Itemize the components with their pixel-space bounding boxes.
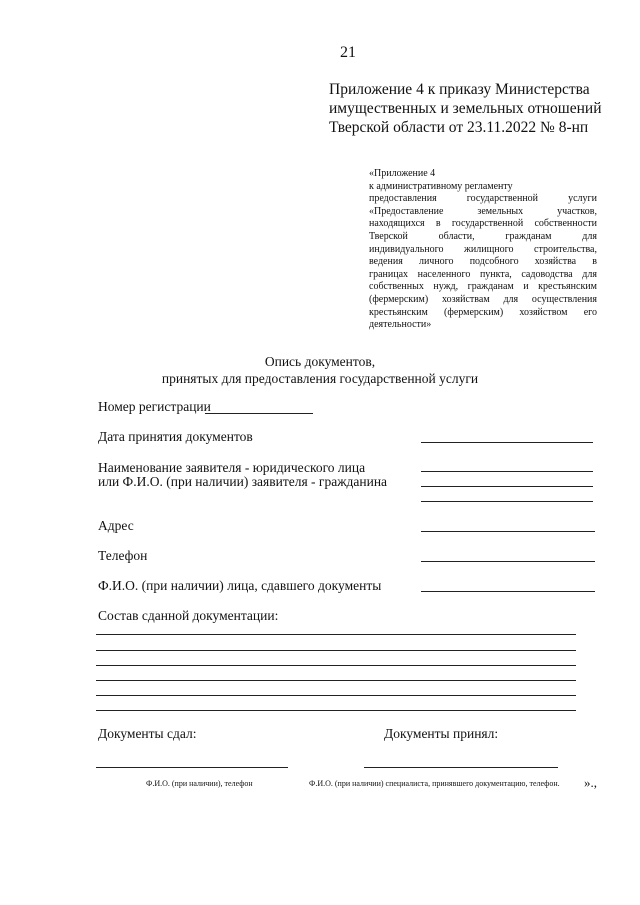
phone-label: Телефон [98, 548, 148, 563]
address-label: Адрес [98, 518, 134, 533]
acceptance-date-field[interactable] [421, 442, 593, 443]
reg-line: к административному регламенту [369, 180, 513, 192]
regulation-reference [369, 168, 597, 332]
documents-composition-label: Состав сданной документации: [98, 608, 279, 623]
documents-composition-line[interactable] [96, 695, 576, 696]
header-line: Приложение 4 к приказу Министерства [329, 81, 590, 98]
submitter-signature-caption: Ф.И.О. (при наличии), телефон [146, 779, 253, 788]
documents-submitted-label: Документы сдал: [98, 726, 197, 741]
reg-line: «Предоставление земельных участков, [369, 205, 597, 217]
page-number: 21 [340, 44, 356, 61]
registration-number-label: Номер регистрации [98, 399, 211, 414]
documents-composition-line[interactable] [96, 665, 576, 666]
specialist-signature-caption: Ф.И.О. (при наличии) специалиста, принявшего документацию, телефон. [309, 779, 560, 788]
reg-line: находящихся в государственной собственности [369, 218, 597, 230]
document-subtitle: принятых для предоставления государственной услуги [161, 371, 479, 386]
closing-quote-mark: »., [584, 775, 597, 790]
reg-line: индивидуального жилищного строительства, [369, 243, 597, 255]
order-appendix-header [329, 80, 619, 137]
reg-line: Тверской области, гражданам для [369, 230, 597, 242]
documents-composition-line[interactable] [96, 710, 576, 711]
address-field[interactable] [421, 531, 595, 532]
reg-line: предоставления государственной услуги [369, 193, 597, 205]
documents-composition-line[interactable] [96, 680, 576, 681]
phone-field[interactable] [421, 561, 595, 562]
reg-line: границах населенного пункта, садоводства для [369, 268, 597, 280]
applicant-name-label-continued: или Ф.И.О. (при наличии) заявителя - гражданина [98, 474, 388, 489]
header-line: Тверской области от 23.11.2022 № 8-нп [329, 119, 589, 136]
acceptance-date-label: Дата принятия документов [98, 429, 253, 444]
reg-line: крестьянским (фермерским) хозяйством его [369, 306, 597, 318]
submitter-signature-line[interactable] [96, 767, 288, 768]
reg-line: «Приложение 4 [369, 168, 436, 179]
reg-line: собственных нужд, гражданам и крестьянским [369, 281, 597, 293]
submitter-name-label: Ф.И.О. (при наличии) лица, сдавшего документы [98, 578, 382, 593]
document-title: Опись документов, [264, 354, 376, 369]
reg-line: ведения личного подсобного хозяйства в [369, 256, 597, 268]
specialist-signature-line[interactable] [364, 767, 558, 768]
documents-composition-line[interactable] [96, 634, 576, 635]
applicant-name-label: Наименование заявителя - юридического лица [98, 460, 366, 475]
applicant-name-field[interactable] [421, 471, 593, 472]
documents-composition-line[interactable] [96, 650, 576, 651]
applicant-name-field[interactable] [421, 486, 593, 487]
header-line: имущественных и земельных отношений [329, 100, 602, 117]
applicant-name-field[interactable] [421, 501, 593, 502]
registration-number-field[interactable] [205, 413, 313, 414]
documents-accepted-label: Документы принял: [384, 726, 499, 741]
reg-line: (фермерским) хозяйствам для осуществления [369, 293, 597, 305]
reg-line: деятельности» [369, 319, 432, 331]
submitter-name-field[interactable] [421, 591, 595, 592]
